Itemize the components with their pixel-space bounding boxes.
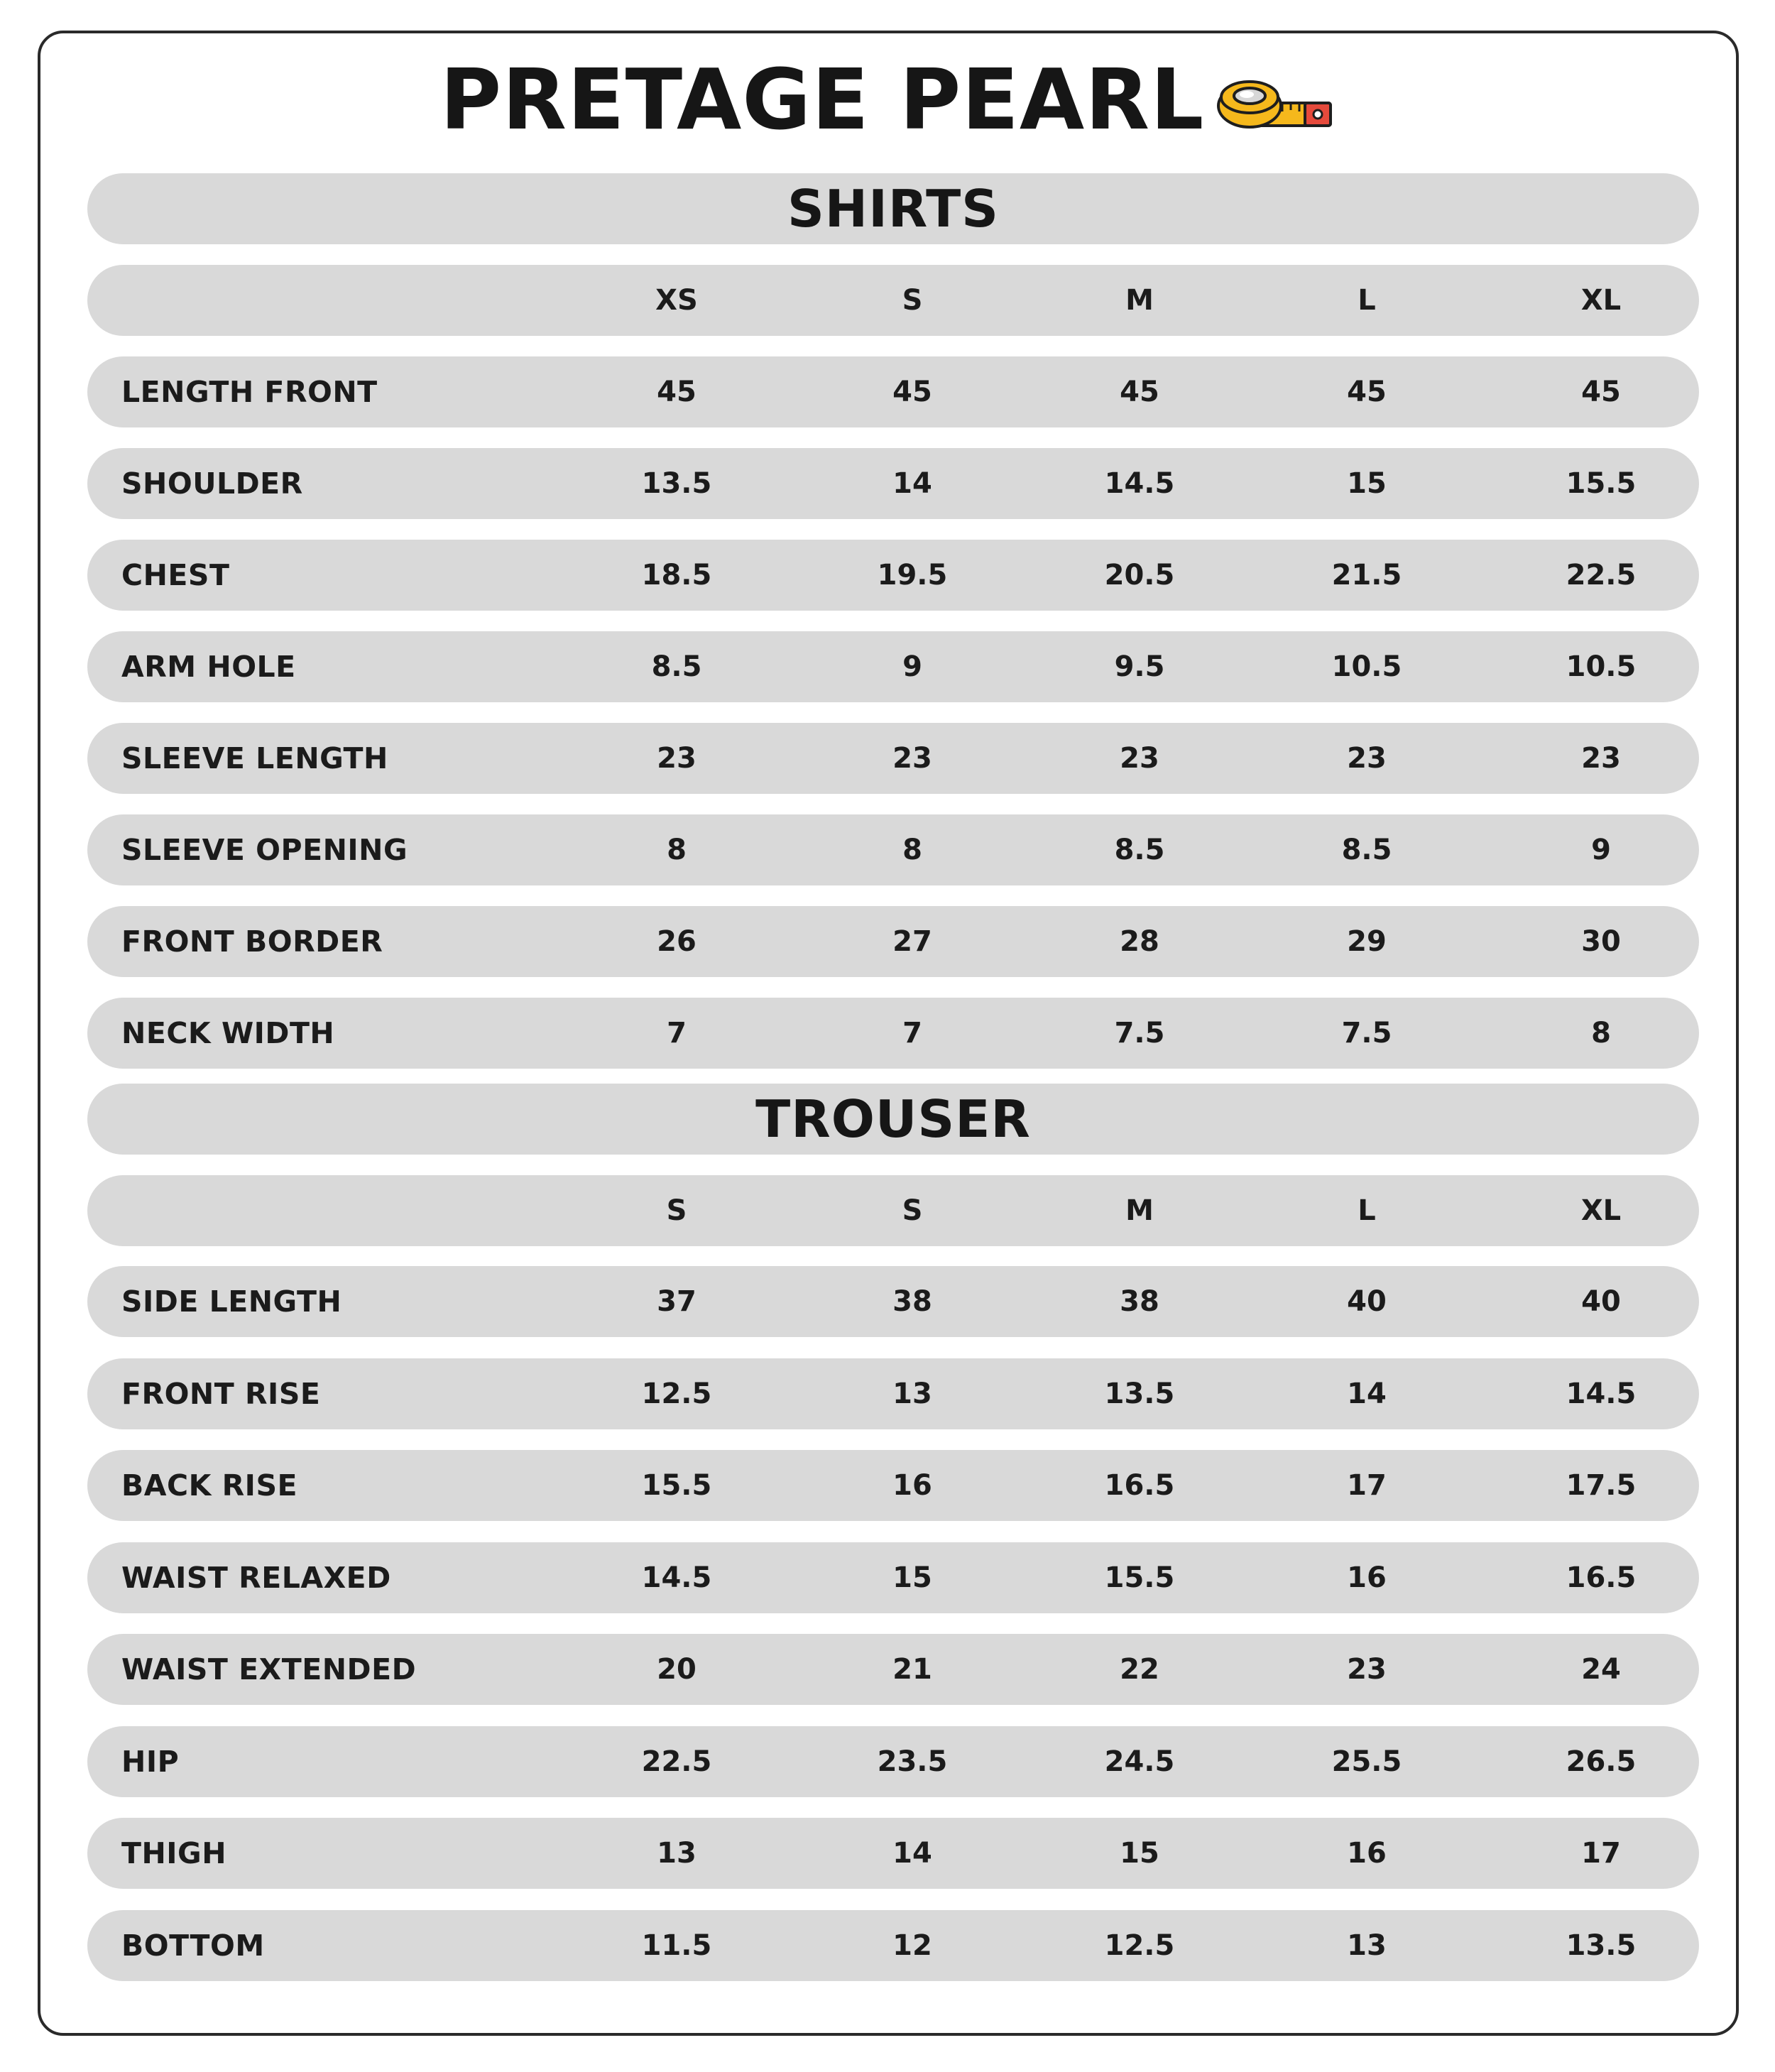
measurement-cell: 30 <box>1581 925 1621 958</box>
measurement-cell: 40 <box>1347 1285 1387 1318</box>
row-label: BACK RISE <box>121 1468 297 1503</box>
measurement-cell: 13 <box>1347 1929 1387 1962</box>
measurement-cell: 17 <box>1347 1469 1387 1502</box>
measurement-cell: 23 <box>1581 742 1621 775</box>
measurement-cell: 8 <box>1591 1017 1611 1049</box>
row-label: BOTTOM <box>121 1928 265 1963</box>
measurement-cell: 28 <box>1120 925 1159 958</box>
shirts-title: SHIRTS <box>787 179 1000 239</box>
measurement-cell: 13.5 <box>641 467 712 500</box>
measurement-cell: 21 <box>892 1653 932 1686</box>
measurement-cell: 8 <box>902 834 922 866</box>
measurement-cell: 37 <box>657 1285 697 1318</box>
table-row <box>87 1450 1699 1521</box>
row-label: WAIST RELAXED <box>121 1560 391 1595</box>
measurement-cell: 15 <box>892 1561 932 1594</box>
measurement-cell: 17 <box>1581 1837 1621 1870</box>
measurement-cell: 26 <box>657 925 697 958</box>
measurement-cell: 24 <box>1581 1653 1621 1686</box>
table-row <box>87 1266 1699 1337</box>
measurement-cell: 9 <box>902 650 922 683</box>
measurement-cell: 12.5 <box>1104 1929 1175 1962</box>
measurement-cell: 40 <box>1581 1285 1621 1318</box>
measurement-cell: 20 <box>657 1653 697 1686</box>
measurement-cell: 45 <box>1347 376 1387 408</box>
row-label: SIDE LENGTH <box>121 1285 342 1319</box>
row-label: WAIST EXTENDED <box>121 1652 417 1686</box>
measurement-cell: 8.5 <box>1114 834 1165 866</box>
measurement-cell: 10.5 <box>1331 650 1402 683</box>
table-row <box>87 1358 1699 1429</box>
table-row <box>87 998 1699 1069</box>
row-label: SLEEVE OPENING <box>121 833 408 867</box>
shirts-section-header <box>87 173 1699 244</box>
measurement-cell: 16 <box>1347 1837 1387 1870</box>
row-label: FRONT RISE <box>121 1376 321 1411</box>
table-row <box>87 448 1699 519</box>
size-header: M <box>1125 284 1154 317</box>
measurement-cell: 13 <box>892 1377 932 1410</box>
measurement-cell: 14.5 <box>1104 467 1175 500</box>
size-header: XS <box>655 284 698 317</box>
trouser-section-header <box>87 1084 1699 1155</box>
measurement-cell: 15 <box>1347 467 1387 500</box>
measurement-cell: 7 <box>902 1017 922 1049</box>
table-row <box>87 1910 1699 1981</box>
measurement-cell: 23 <box>1347 742 1387 775</box>
measurement-cell: 26.5 <box>1566 1745 1637 1778</box>
table-row <box>87 1634 1699 1705</box>
measurement-cell: 14 <box>892 1837 932 1870</box>
measurement-cell: 22 <box>1120 1653 1159 1686</box>
measurement-cell: 13 <box>657 1837 697 1870</box>
table-row <box>87 631 1699 702</box>
table-row <box>87 814 1699 885</box>
measurement-cell: 45 <box>892 376 932 408</box>
measurement-cell: 9.5 <box>1114 650 1165 683</box>
measurement-cell: 23 <box>892 742 932 775</box>
brand-title: PRETAGE PEARL <box>439 50 1205 148</box>
row-label: ARM HOLE <box>121 650 296 684</box>
measurement-cell: 9 <box>1591 834 1611 866</box>
row-label: THIGH <box>121 1836 227 1870</box>
row-label: SLEEVE LENGTH <box>121 741 388 775</box>
measurement-cell: 16.5 <box>1566 1561 1637 1594</box>
measurement-cell: 38 <box>892 1285 932 1318</box>
size-header: XL <box>1580 1194 1622 1227</box>
measurement-cell: 7.5 <box>1114 1017 1165 1049</box>
measurement-cell: 16 <box>1347 1561 1387 1594</box>
measurement-cell: 15.5 <box>1566 467 1637 500</box>
measurement-cell: 23.5 <box>877 1745 948 1778</box>
measurement-cell: 17.5 <box>1566 1469 1637 1502</box>
measurement-cell: 45 <box>657 376 697 408</box>
row-label: LENGTH FRONT <box>121 375 378 409</box>
measurement-cell: 10.5 <box>1566 650 1637 683</box>
measurement-cell: 20.5 <box>1104 559 1175 591</box>
row-label: CHEST <box>121 558 230 592</box>
measurement-cell: 29 <box>1347 925 1387 958</box>
measurement-cell: 38 <box>1120 1285 1159 1318</box>
measurement-cell: 18.5 <box>641 559 712 591</box>
measurement-cell: 13.5 <box>1104 1377 1175 1410</box>
measurement-cell: 12 <box>892 1929 932 1962</box>
shirts-size-header-row <box>87 265 1699 336</box>
size-header: S <box>666 1194 687 1227</box>
measurement-cell: 45 <box>1581 376 1621 408</box>
measurement-cell: 13.5 <box>1566 1929 1637 1962</box>
measurement-cell: 16 <box>892 1469 932 1502</box>
measurement-cell: 15.5 <box>1104 1561 1175 1594</box>
measurement-cell: 16.5 <box>1104 1469 1175 1502</box>
row-label: HIP <box>121 1744 180 1779</box>
measurement-cell: 15 <box>1120 1837 1159 1870</box>
table-row <box>87 1818 1699 1889</box>
measurement-cell: 12.5 <box>641 1377 712 1410</box>
measurement-cell: 23 <box>657 742 697 775</box>
size-header: L <box>1358 1194 1376 1227</box>
measurement-cell: 11.5 <box>641 1929 712 1962</box>
size-header: M <box>1125 1194 1154 1227</box>
measuring-tape-icon <box>1214 70 1335 134</box>
trouser-title: TROUSER <box>755 1089 1031 1149</box>
measurement-cell: 8.5 <box>651 650 702 683</box>
table-row <box>87 540 1699 611</box>
measurement-cell: 23 <box>1120 742 1159 775</box>
measurement-cell: 8 <box>667 834 687 866</box>
size-header: S <box>902 1194 923 1227</box>
table-row <box>87 1726 1699 1797</box>
table-row <box>87 906 1699 977</box>
measurement-cell: 15.5 <box>641 1469 712 1502</box>
brand-header <box>0 50 1775 149</box>
measurement-cell: 19.5 <box>877 559 948 591</box>
measurement-cell: 14 <box>1347 1377 1387 1410</box>
measurement-cell: 25.5 <box>1331 1745 1402 1778</box>
measurement-cell: 24.5 <box>1104 1745 1175 1778</box>
measurement-cell: 27 <box>892 925 932 958</box>
table-row <box>87 723 1699 794</box>
measurement-cell: 7.5 <box>1341 1017 1392 1049</box>
row-label: NECK WIDTH <box>121 1016 335 1050</box>
size-header: L <box>1358 284 1376 317</box>
trouser-size-header-row <box>87 1175 1699 1246</box>
table-row <box>87 1542 1699 1613</box>
measurement-cell: 22.5 <box>641 1745 712 1778</box>
measurement-cell: 14.5 <box>641 1561 712 1594</box>
measurement-cell: 22.5 <box>1566 559 1637 591</box>
row-label: FRONT BORDER <box>121 925 383 959</box>
measurement-cell: 7 <box>667 1017 687 1049</box>
measurement-cell: 8.5 <box>1341 834 1392 866</box>
measurement-cell: 14 <box>892 467 932 500</box>
measurement-cell: 23 <box>1347 1653 1387 1686</box>
size-header: XL <box>1580 284 1622 317</box>
size-header: S <box>902 284 923 317</box>
measurement-cell: 14.5 <box>1566 1377 1637 1410</box>
table-row <box>87 356 1699 427</box>
row-label: SHOULDER <box>121 467 303 501</box>
measurement-cell: 21.5 <box>1331 559 1402 591</box>
measurement-cell: 45 <box>1120 376 1159 408</box>
